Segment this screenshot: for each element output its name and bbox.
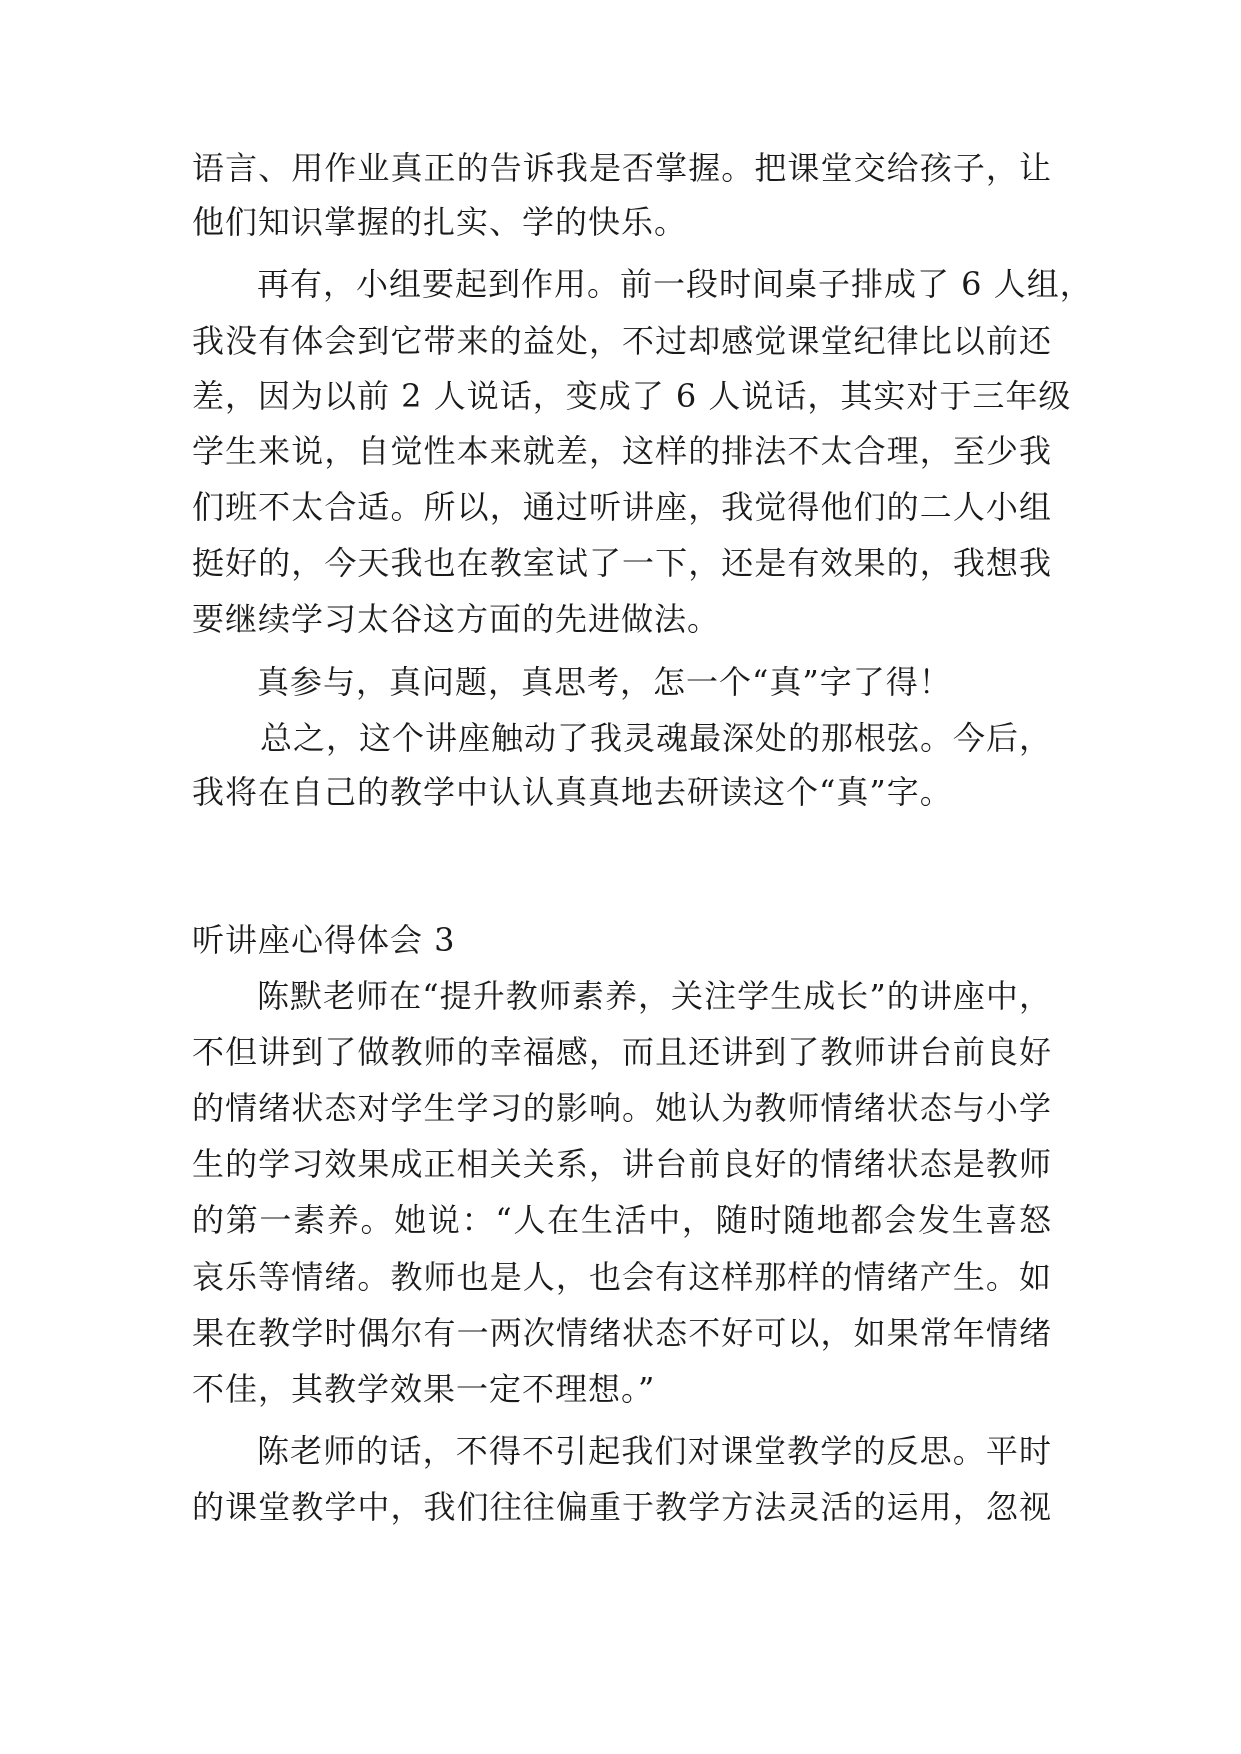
paragraph-line: 不但讲到了做教师的幸福感，而且还讲到了教师讲台前良好 [192, 1033, 1052, 1071]
paragraph-line: 语言、用作业真正的告诉我是否掌握。把课堂交给孩子，让 [192, 149, 1052, 187]
paragraph-line: 不佳，其教学效果一定不理想。” [192, 1370, 656, 1408]
paragraph-line: 的课堂教学中，我们往往偏重于教学方法灵活的运用，忽视 [192, 1488, 1052, 1526]
paragraph-line: 学生来说，自觉性本来就差，这样的排法不太合理，至少我 [192, 432, 1052, 470]
paragraph-line: 差，因为以前 2 人说话，变成了 6 人说话，其实对于三年级 [192, 377, 1072, 415]
paragraph-line: 总之，这个讲座触动了我灵魂最深处的那根弦。今后， [260, 719, 1053, 757]
section-heading: 听讲座心得体会 3 [192, 921, 456, 959]
paragraph-line: 我没有体会到它带来的益处，不过却感觉课堂纪律比以前还 [192, 322, 1052, 360]
paragraph-line: 的情绪状态对学生学习的影响。她认为教师情绪状态与小学 [192, 1089, 1052, 1127]
paragraph-line: 要继续学习太谷这方面的先进做法。 [192, 600, 721, 638]
paragraph-line: 陈老师的话，不得不引起我们对课堂教学的反思。平时 [257, 1432, 1052, 1470]
paragraph-line: 果在教学时偶尔有一两次情绪状态不好可以，如果常年情绪 [192, 1314, 1052, 1352]
paragraph-line: 挺好的，今天我也在教室试了一下，还是有效果的，我想我 [192, 544, 1052, 582]
paragraph-line: 陈默老师在“提升教师素养，关注学生成长”的讲座中， [257, 977, 1052, 1015]
paragraph-line: 他们知识掌握的扎实、学的快乐。 [192, 203, 688, 241]
paragraph-line: 的第一素养。她说：“人在生活中，随时随地都会发生喜怒 [192, 1201, 1052, 1239]
paragraph-line: 我将在自己的教学中认认真真地去研读这个“真”字。 [192, 773, 953, 811]
paragraph-line: 再有，小组要起到作用。前一段时间桌子排成了 6 人组， [257, 265, 1093, 303]
paragraph-line: 们班不太合适。所以，通过听讲座，我觉得他们的二人小组 [192, 488, 1052, 526]
paragraph-line: 真参与，真问题，真思考，怎一个“真”字了得！ [257, 663, 952, 701]
paragraph-line: 生的学习效果成正相关关系，讲台前良好的情绪状态是教师 [192, 1145, 1052, 1183]
paragraph-line: 哀乐等情绪。教师也是人，也会有这样那样的情绪产生。如 [192, 1258, 1052, 1296]
